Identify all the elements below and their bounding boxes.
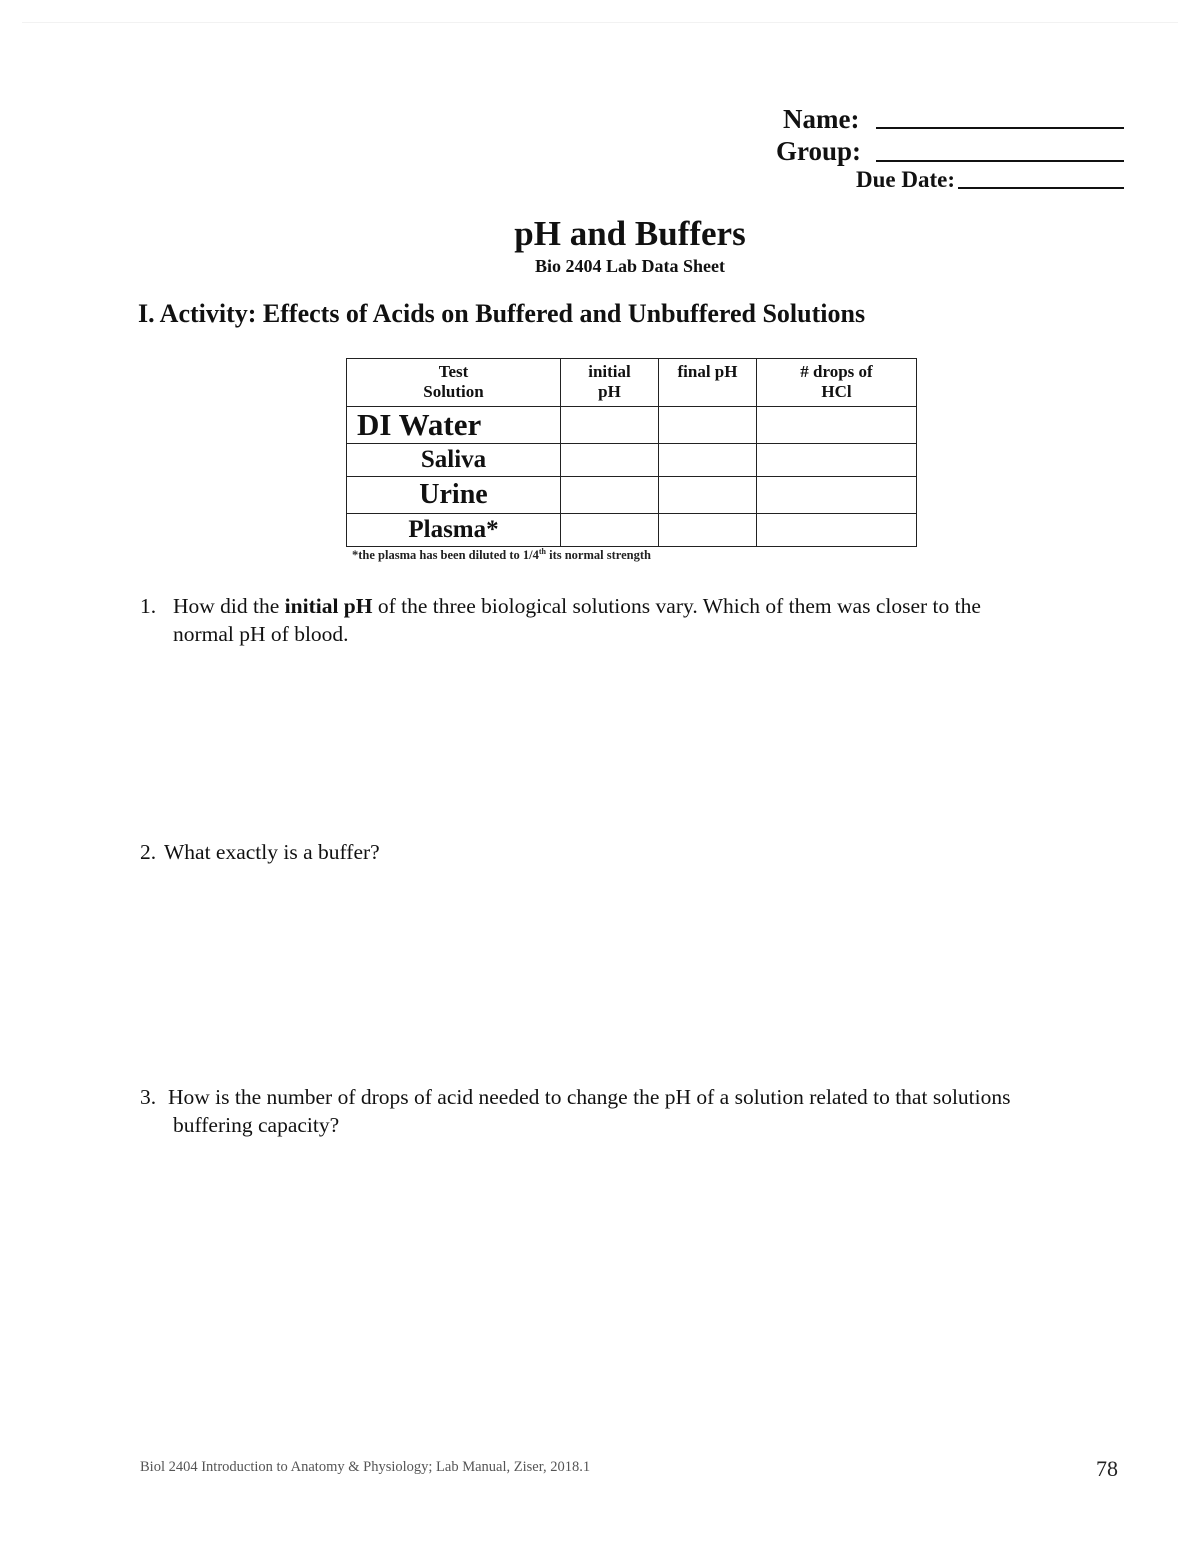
page-subtitle: Bio 2404 Lab Data Sheet [534,256,725,276]
question-text: How did the initial pH of the three biological solutions vary. Which of them was closer to the [173,594,981,618]
drops-cell[interactable] [757,407,917,444]
table-row [347,407,917,444]
header-test-solution: Test Solution [347,359,561,407]
solution-cell: DI Water [347,407,561,444]
table-header-row [347,359,917,407]
question-text: What exactly is a buffer? [164,840,380,864]
page-top-edge [22,22,1178,23]
section-heading: I. Activity: Effects of Acids on Buffered and Unbuffered Solutions [138,299,866,328]
initial-ph-cell[interactable] [561,514,659,547]
question-2 [140,838,740,868]
table-row [347,477,917,514]
page-title: pH and Buffers [514,214,746,253]
due-date-label: Due Date: [856,167,955,192]
final-ph-cell[interactable] [659,444,757,477]
table-row [347,514,917,547]
question-text-line2: buffering capacity? [173,1113,340,1137]
header-drops-hcl: # drops of HCl [757,359,917,407]
initial-ph-cell[interactable] [561,477,659,514]
table-footnote: *the plasma has been diluted to 1/4th its normal strength [352,547,651,563]
question-text-line2: normal pH of blood. [173,622,349,646]
question-number: 3. [140,1085,157,1109]
solution-cell: Saliva [347,444,561,477]
drops-cell[interactable] [757,514,917,547]
name-blank-line[interactable] [876,127,1124,129]
name-label: Name: [783,104,860,134]
question-number: 1. [140,594,157,618]
question-3 [140,1083,1140,1143]
drops-cell[interactable] [757,477,917,514]
question-1 [140,592,1140,652]
drops-cell[interactable] [757,444,917,477]
solution-cell: Plasma* [347,514,561,547]
page-number: 78 [1096,1456,1118,1481]
group-blank-line[interactable] [876,160,1124,162]
page-footer: Biol 2404 Introduction to Anatomy & Physiology; Lab Manual, Ziser, 2018.1 [140,1459,591,1475]
final-ph-cell[interactable] [659,477,757,514]
question-number: 2. [140,840,157,864]
final-ph-cell[interactable] [659,514,757,547]
header-initial-ph: initial pH [561,359,659,407]
due-date-blank-line[interactable] [958,187,1124,189]
initial-ph-cell[interactable] [561,407,659,444]
solution-cell: Urine [347,477,561,514]
group-label: Group: [776,136,862,166]
initial-ph-cell[interactable] [561,444,659,477]
table-row [347,444,917,477]
data-table [346,358,917,547]
final-ph-cell[interactable] [659,407,757,444]
question-text: How is the number of drops of acid needed to change the pH of a solution related to that solutions [168,1085,1011,1109]
header-final-ph: final pH [659,359,757,407]
